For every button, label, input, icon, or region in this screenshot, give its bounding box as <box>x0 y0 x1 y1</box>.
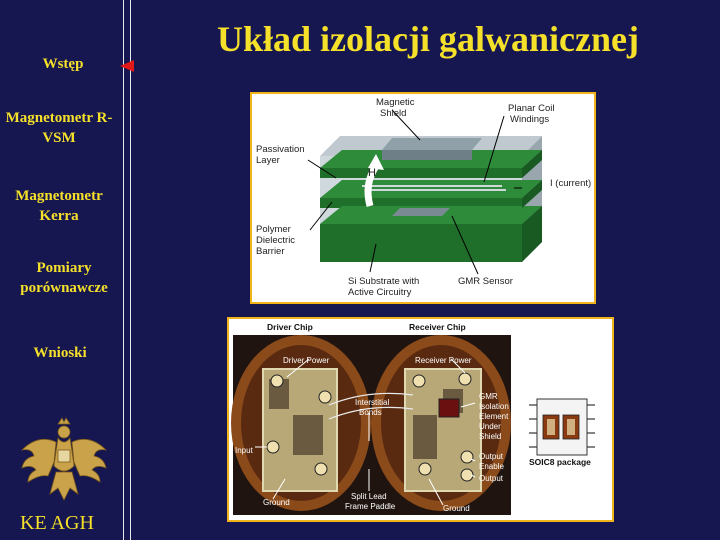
polymer-label-1: Polymer <box>256 224 291 235</box>
split-lead-label-2: Frame Paddle <box>345 502 396 511</box>
gmr-isolation-label-3: Element <box>479 412 509 421</box>
current-label: I (current) <box>550 178 592 189</box>
polymer-label-3: Barrier <box>256 246 285 257</box>
triangle-pointer-icon <box>120 60 134 72</box>
divider-line-right <box>130 0 131 540</box>
ground-left-label: Ground <box>263 498 290 507</box>
magnetic-shield-label-2: Shield <box>380 108 407 119</box>
planar-coil-label-2: Windings <box>510 114 550 125</box>
input-label: Input <box>235 446 253 455</box>
chip-photo-figure <box>227 317 614 522</box>
interstitial-label-2: Bonds <box>359 408 382 417</box>
driver-chip-label: Driver Chip <box>267 322 313 332</box>
soic8-package-icon <box>529 399 595 455</box>
output-enable-label-2: Enable <box>479 462 504 471</box>
gmr-isolation-label-5: Shield <box>479 432 502 441</box>
ground-right-label: Ground <box>443 504 470 513</box>
planar-coil-label-1: Planar Coil <box>508 103 555 114</box>
gmr-isolation-label-1: GMR <box>479 392 498 401</box>
passivation-label-1: Passivation <box>256 144 305 155</box>
output-label: Output <box>479 474 504 483</box>
driver-power-label: Driver Power <box>283 356 330 365</box>
receiver-power-label: Receiver Power <box>415 356 472 365</box>
footer-institution: KE AGH <box>20 512 94 534</box>
split-lead-label-1: Split Lead <box>351 492 387 501</box>
nav-item-magnetometr-rvsm[interactable]: Magnetometr R-VSM <box>5 110 113 146</box>
nav-item-pomiary[interactable]: Pomiary porównawcze <box>20 260 108 296</box>
soic8-package-label: SOIC8 package <box>529 457 591 467</box>
substrate-label-2: Active Circuitry <box>348 287 412 298</box>
gmr-isolation-label-4: Under <box>479 422 501 431</box>
nav-item-wnioski[interactable]: Wnioski <box>33 345 87 361</box>
isolator-cross-section-figure <box>250 92 596 304</box>
h-field-label: H <box>368 167 376 179</box>
output-enable-label-1: Output <box>479 452 504 461</box>
gmr-isolation-label-2: Isolation <box>479 402 509 411</box>
passivation-label-2: Layer <box>256 155 280 166</box>
receiver-chip-label: Receiver Chip <box>409 322 466 332</box>
substrate-label-1: Si Substrate with <box>348 276 420 287</box>
slide-title: Układ izolacji galwanicznej <box>217 19 639 59</box>
interstitial-label-1: Interstitial <box>355 398 390 407</box>
polymer-label-2: Dielectric <box>256 235 296 246</box>
eagle-logo <box>18 416 110 508</box>
magnetic-shield-label-1: Magnetic <box>376 97 415 108</box>
nav-item-wstep[interactable]: Wstęp <box>42 56 84 72</box>
nav-item-magnetometr-kerra[interactable]: Magnetometr Kerra <box>15 188 103 224</box>
gmr-sensor-label: GMR Sensor <box>458 276 513 287</box>
